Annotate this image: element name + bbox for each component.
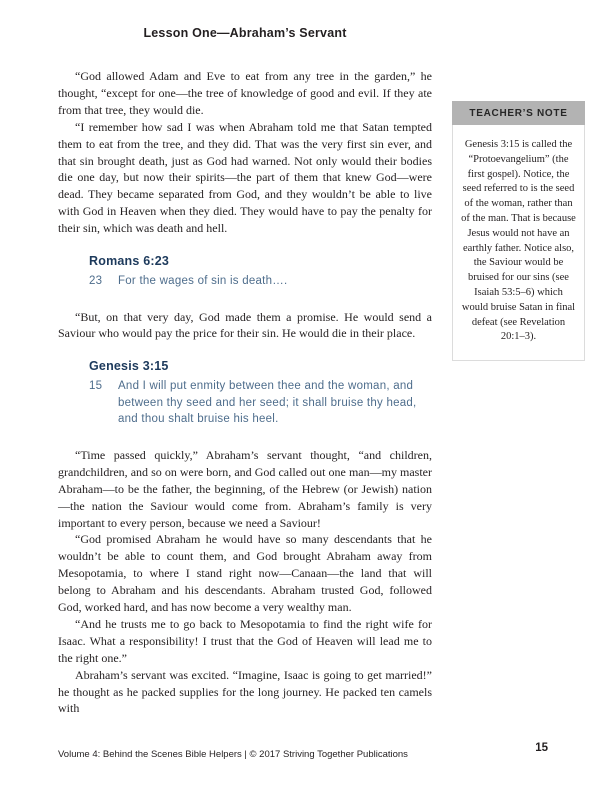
teachers-note-header: TEACHER’S NOTE: [452, 101, 585, 125]
verse-number: 23: [89, 275, 103, 288]
scripture-verse: [89, 273, 432, 290]
scripture-block-romans-6-23: [89, 254, 432, 290]
verse-text: And I will put enmity between thee and the woman, and between thy seed and her seed; it shall bruise thy head, and thou shalt bruise his heel.: [118, 380, 417, 426]
paragraph-descendants: “God promised Abraham he would have so many descendants that he wouldn’t be able to count them, and God brought Abraham away from Mesopotamia, to where I stand right now—Canaan—the land that will belong to Abraham and his descendants. Abraham trusted God, followed God, worked hard, and has now become a very wealthy man.: [58, 532, 432, 615]
paragraph-servant-excited: Abraham’s servant was excited. “Imagine, Isaac is going to get married!” he thought as he packed supplies for the long journey. He packed ten camels with: [58, 667, 432, 716]
page-number: 15: [535, 742, 548, 754]
paragraph-time-passed: “Time passed quickly,” Abraham’s servant thought, “and children, grandchildren, and so on were born, and God called out one man—my master Abraham—to be the father, the beginning, of the Hebrew (or Jewish) nation—the nation the Saviour would come from. Abraham’s family is very important to every person, because we need a Saviour!: [58, 447, 432, 530]
scripture-reference: Romans 6:23: [89, 254, 170, 269]
page-footer: [58, 744, 548, 762]
paragraph-first-sin: “I remember how sad I was when Abraham told me that Satan tempted them to eat from the tree, and they did. That was the very first sin ever, and that sin brought death, just as God had warned. Not only would their bodies die one day, but now their spirits—the part of them that knew God—were dead. They became separated from God, and they wouldn’t be able to live with God in Heaven when they died. They would have to pay the penalty for their sin, which was death and hell.: [58, 119, 432, 236]
body-column: [58, 68, 432, 717]
lesson-title: Lesson One—Abraham’s Servant: [143, 26, 347, 40]
verse-text: For the wages of sin is death….: [118, 275, 288, 288]
footer-publication-text: Volume 4: Behind the Scenes Bible Helpers | © 2017 Striving Together Publications: [58, 749, 408, 760]
teachers-note-sidebar: [452, 101, 585, 361]
verse-number: 15: [89, 380, 103, 393]
teachers-note-body: Genesis 3:15 is called the “Protoevangelium” (the first gospel). Notice, the seed referred to is the seed of the woman, rather than of the man. That is because Jesus would not have an earthly father. Notice also, the Saviour would be bruised for our sins (see Isaiah 53:5–6) which would bruise Satan in final defeat (see Revelation 20:1–3).: [452, 125, 585, 361]
paragraph-trusts-me: “And he trusts me to go back to Mesopotamia to find the right wife for Isaac. What a responsibility! I trust that the God of Heaven will lead me to the right one.”: [58, 616, 432, 665]
scripture-verse: [89, 378, 432, 428]
scripture-reference: Genesis 3:15: [89, 359, 169, 374]
scripture-block-genesis-3-15: [89, 359, 432, 428]
paragraph-garden: “God allowed Adam and Eve to eat from any tree in the garden,” he thought, “except for one—the tree of knowledge of good and evil. If they ate from that tree, they would die.: [58, 69, 432, 117]
paragraph-promise: “But, on that very day, God made them a promise. He would send a Saviour who would pay the price for their sin. He would die in their place.: [58, 309, 432, 341]
